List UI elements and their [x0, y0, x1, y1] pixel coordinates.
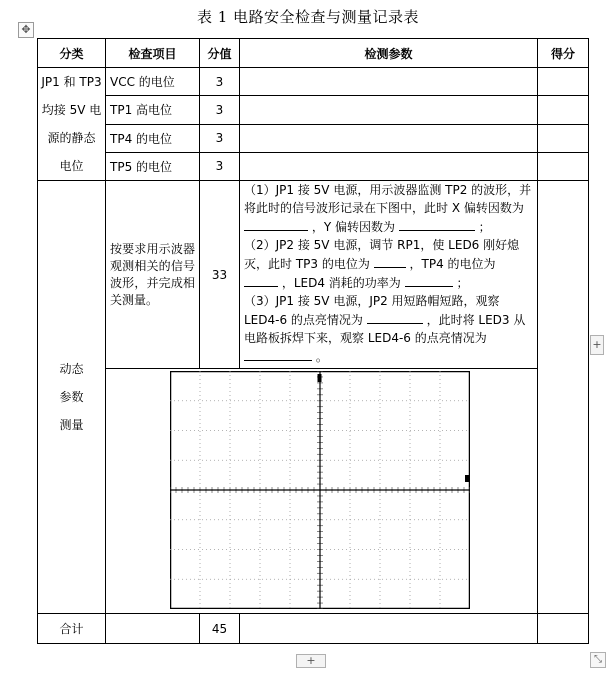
score-cell[interactable]	[538, 124, 589, 152]
question-3: （3）JP1 接 5V 电源，JP2 用短路帽短路，观察 LED4-6 的点亮情况为 ，此时将 LED3 从电路板拆焊下来，观察 LED4-6 的点亮情况为 。	[244, 294, 526, 364]
total-parameter-cell	[240, 614, 538, 644]
parameter-cell[interactable]	[240, 96, 538, 124]
dynamic-group-line: 参数	[59, 390, 84, 404]
add-row-button[interactable]: +	[296, 654, 326, 668]
answer-blank[interactable]	[399, 217, 475, 231]
score-cell[interactable]	[538, 152, 589, 180]
dynamic-row	[38, 181, 589, 369]
table-title: 表 1 电路安全检查与测量记录表	[196, 8, 420, 26]
check-item: TP5 的电位	[106, 152, 200, 180]
add-column-button[interactable]: +	[590, 335, 604, 355]
parameter-questions	[240, 181, 538, 369]
points-value: 3	[200, 124, 240, 152]
check-item: VCC 的电位	[106, 68, 200, 96]
table-row	[38, 124, 589, 152]
score-cell[interactable]	[538, 96, 589, 124]
table-row	[38, 152, 589, 180]
table-resize-icon[interactable]: ⤡	[590, 652, 606, 668]
parameter-cell[interactable]	[240, 68, 538, 96]
dynamic-group-cell	[38, 181, 106, 614]
answer-blank[interactable]	[405, 273, 453, 287]
oscilloscope-cell	[106, 369, 538, 614]
total-points: 45	[200, 614, 240, 644]
trace-marker-top	[318, 374, 322, 382]
trace-marker-right	[465, 475, 469, 482]
record-table	[37, 38, 589, 644]
question-2: （2）JP2 接 5V 电源，调节 RP1，使 LED6 刚好熄灭，此时 TP3 的电位为 ，TP4 的电位为 ，LED4 消耗的功率为 ；	[244, 238, 520, 290]
header-parameters: 检测参数	[240, 39, 538, 68]
oscilloscope-row	[38, 369, 589, 614]
answer-blank[interactable]	[244, 273, 278, 287]
question-1: （1）JP1 接 5V 电源，用示波器监测 TP2 的波形，并将此时的信号波形记录在下图中，此时 X 偏转因数为 ，Y 偏转因数为 ；	[244, 183, 532, 234]
points-value: 3	[200, 96, 240, 124]
static-group-cell	[38, 68, 106, 181]
points-value: 33	[200, 181, 240, 369]
header-category: 分类	[38, 39, 106, 68]
oscilloscope-grid[interactable]	[170, 371, 470, 609]
score-cell[interactable]	[538, 68, 589, 96]
header-check-item: 检查项目	[106, 39, 200, 68]
score-cell[interactable]	[538, 181, 589, 614]
check-item: TP4 的电位	[106, 124, 200, 152]
table-move-handle-icon[interactable]: ✥	[18, 22, 34, 38]
parameter-cell[interactable]	[240, 152, 538, 180]
total-row	[38, 614, 589, 644]
total-empty-cell	[106, 614, 200, 644]
table-row	[38, 68, 589, 96]
header-score: 得分	[538, 39, 589, 68]
dynamic-group-line: 动态	[59, 362, 84, 376]
answer-blank[interactable]	[244, 347, 312, 361]
static-group-line: 均接 5V 电	[41, 103, 102, 117]
static-group-line: JP1 和 TP3	[41, 75, 102, 89]
answer-blank[interactable]	[374, 254, 406, 268]
points-value: 3	[200, 152, 240, 180]
check-item: TP1 高电位	[106, 96, 200, 124]
header-row	[38, 39, 589, 68]
answer-blank[interactable]	[367, 310, 423, 324]
answer-blank[interactable]	[244, 217, 308, 231]
total-label: 合计	[38, 614, 106, 644]
parameter-cell[interactable]	[240, 124, 538, 152]
static-group-line: 电位	[59, 159, 84, 173]
table-row	[38, 96, 589, 124]
dynamic-instruction: 按要求用示波器观测相关的信号波形，并完成相关测量。	[106, 181, 200, 369]
header-points: 分值	[200, 39, 240, 68]
total-score-cell[interactable]	[538, 614, 589, 644]
static-group-line: 源的静态	[47, 131, 96, 145]
dynamic-group-line: 测量	[59, 418, 84, 432]
points-value: 3	[200, 68, 240, 96]
